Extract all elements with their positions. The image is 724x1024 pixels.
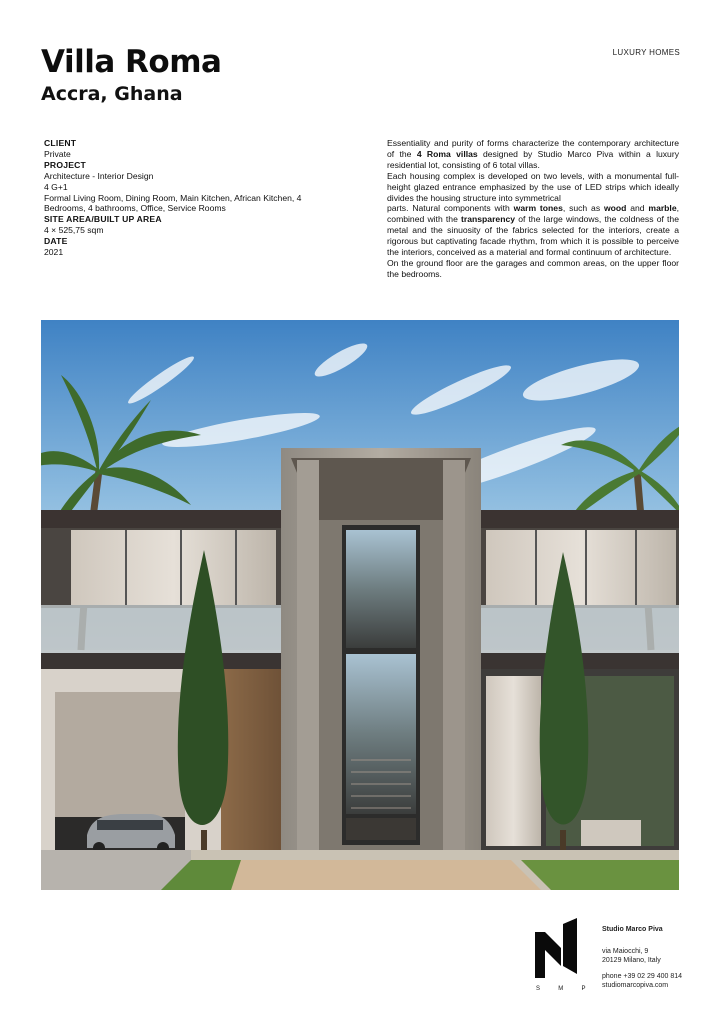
description-text: , combined with the [387,203,679,225]
spec-value-area: 4 × 525,75 sqm [44,225,104,236]
spec-value-project-levels: 4 G+1 [44,181,68,192]
description-text: Essentiality and purity of forms characterize the contemporary architecture of the [387,138,679,159]
description-highlight: transparency [461,214,516,225]
spec-value-project-type: Architecture - Interior Design [44,170,154,181]
project-description [387,138,679,280]
description-paragraph: Each housing complex is developed on two levels, with a monumental full-height glazed entrance emphasized by the use of LED strips which ideally divides the housing structure into symmetrical [387,170,679,203]
description-highlight: 4 Roma villas [416,148,478,159]
description-paragraph [387,138,679,171]
studio-contact [602,925,682,990]
studio-phone: phone +39 02 29 400 814 [602,973,682,980]
description-paragraph [387,203,679,258]
smp-logo-icon [535,918,581,980]
studio-address-line1: via Maiocchi, 9 [602,948,649,955]
logo-letter: M [558,986,564,992]
page-title: Villa Roma [41,44,222,80]
spec-value-date: 2021 [44,247,64,258]
project-specs [44,138,344,258]
studio-name: Studio Marco Piva [602,926,663,933]
category-tag: LUXURY HOMES [612,48,680,57]
description-text: , such as [562,203,604,214]
spec-label-date: DATE [44,236,68,247]
description-text: designed by Studio Marco Piva within a luxury residential lot, consisting of 6 total villas. [387,148,679,170]
spec-label-client: CLIENT [44,138,77,148]
description-text: of the large windows, the coldness of the metal and the sinuosity of the fabrics selected for the interiors, create a rigorous but captivating facade rhythm, from which it is possible to perceive the interiors, conceived as a material and formal continuum of architecture. [387,214,679,258]
logo-letter: P [581,986,586,992]
studio-address-line2: 20129 Milano, Italy [602,957,661,964]
description-highlight: warm tones [513,203,563,214]
spec-value-client: Private [44,148,71,159]
logo-letter: S [536,986,541,992]
description-text: and [626,203,649,214]
description-highlight: marble [648,203,677,214]
spec-label-area: SITE AREA/BUILT UP AREA [44,214,162,225]
location-subtitle: Accra, Ghana [41,83,183,105]
studio-website[interactable]: studiomarcopiva.com [602,982,669,989]
logo-letters [536,986,586,992]
spec-label-project: PROJECT [44,159,86,170]
description-paragraph: On the ground floor are the garages and common areas, on the upper floor the bedrooms. [387,257,679,279]
description-text: parts. Natural components with [387,203,514,214]
studio-logo [535,918,581,985]
spec-value-project-rooms: Formal Living Room, Dining Room, Main Kitchen, African Kitchen, 4 Bedrooms, 4 bathrooms, Office, Service Rooms [44,192,302,214]
description-highlight: wood [603,203,627,214]
villa-rendering [41,320,679,890]
